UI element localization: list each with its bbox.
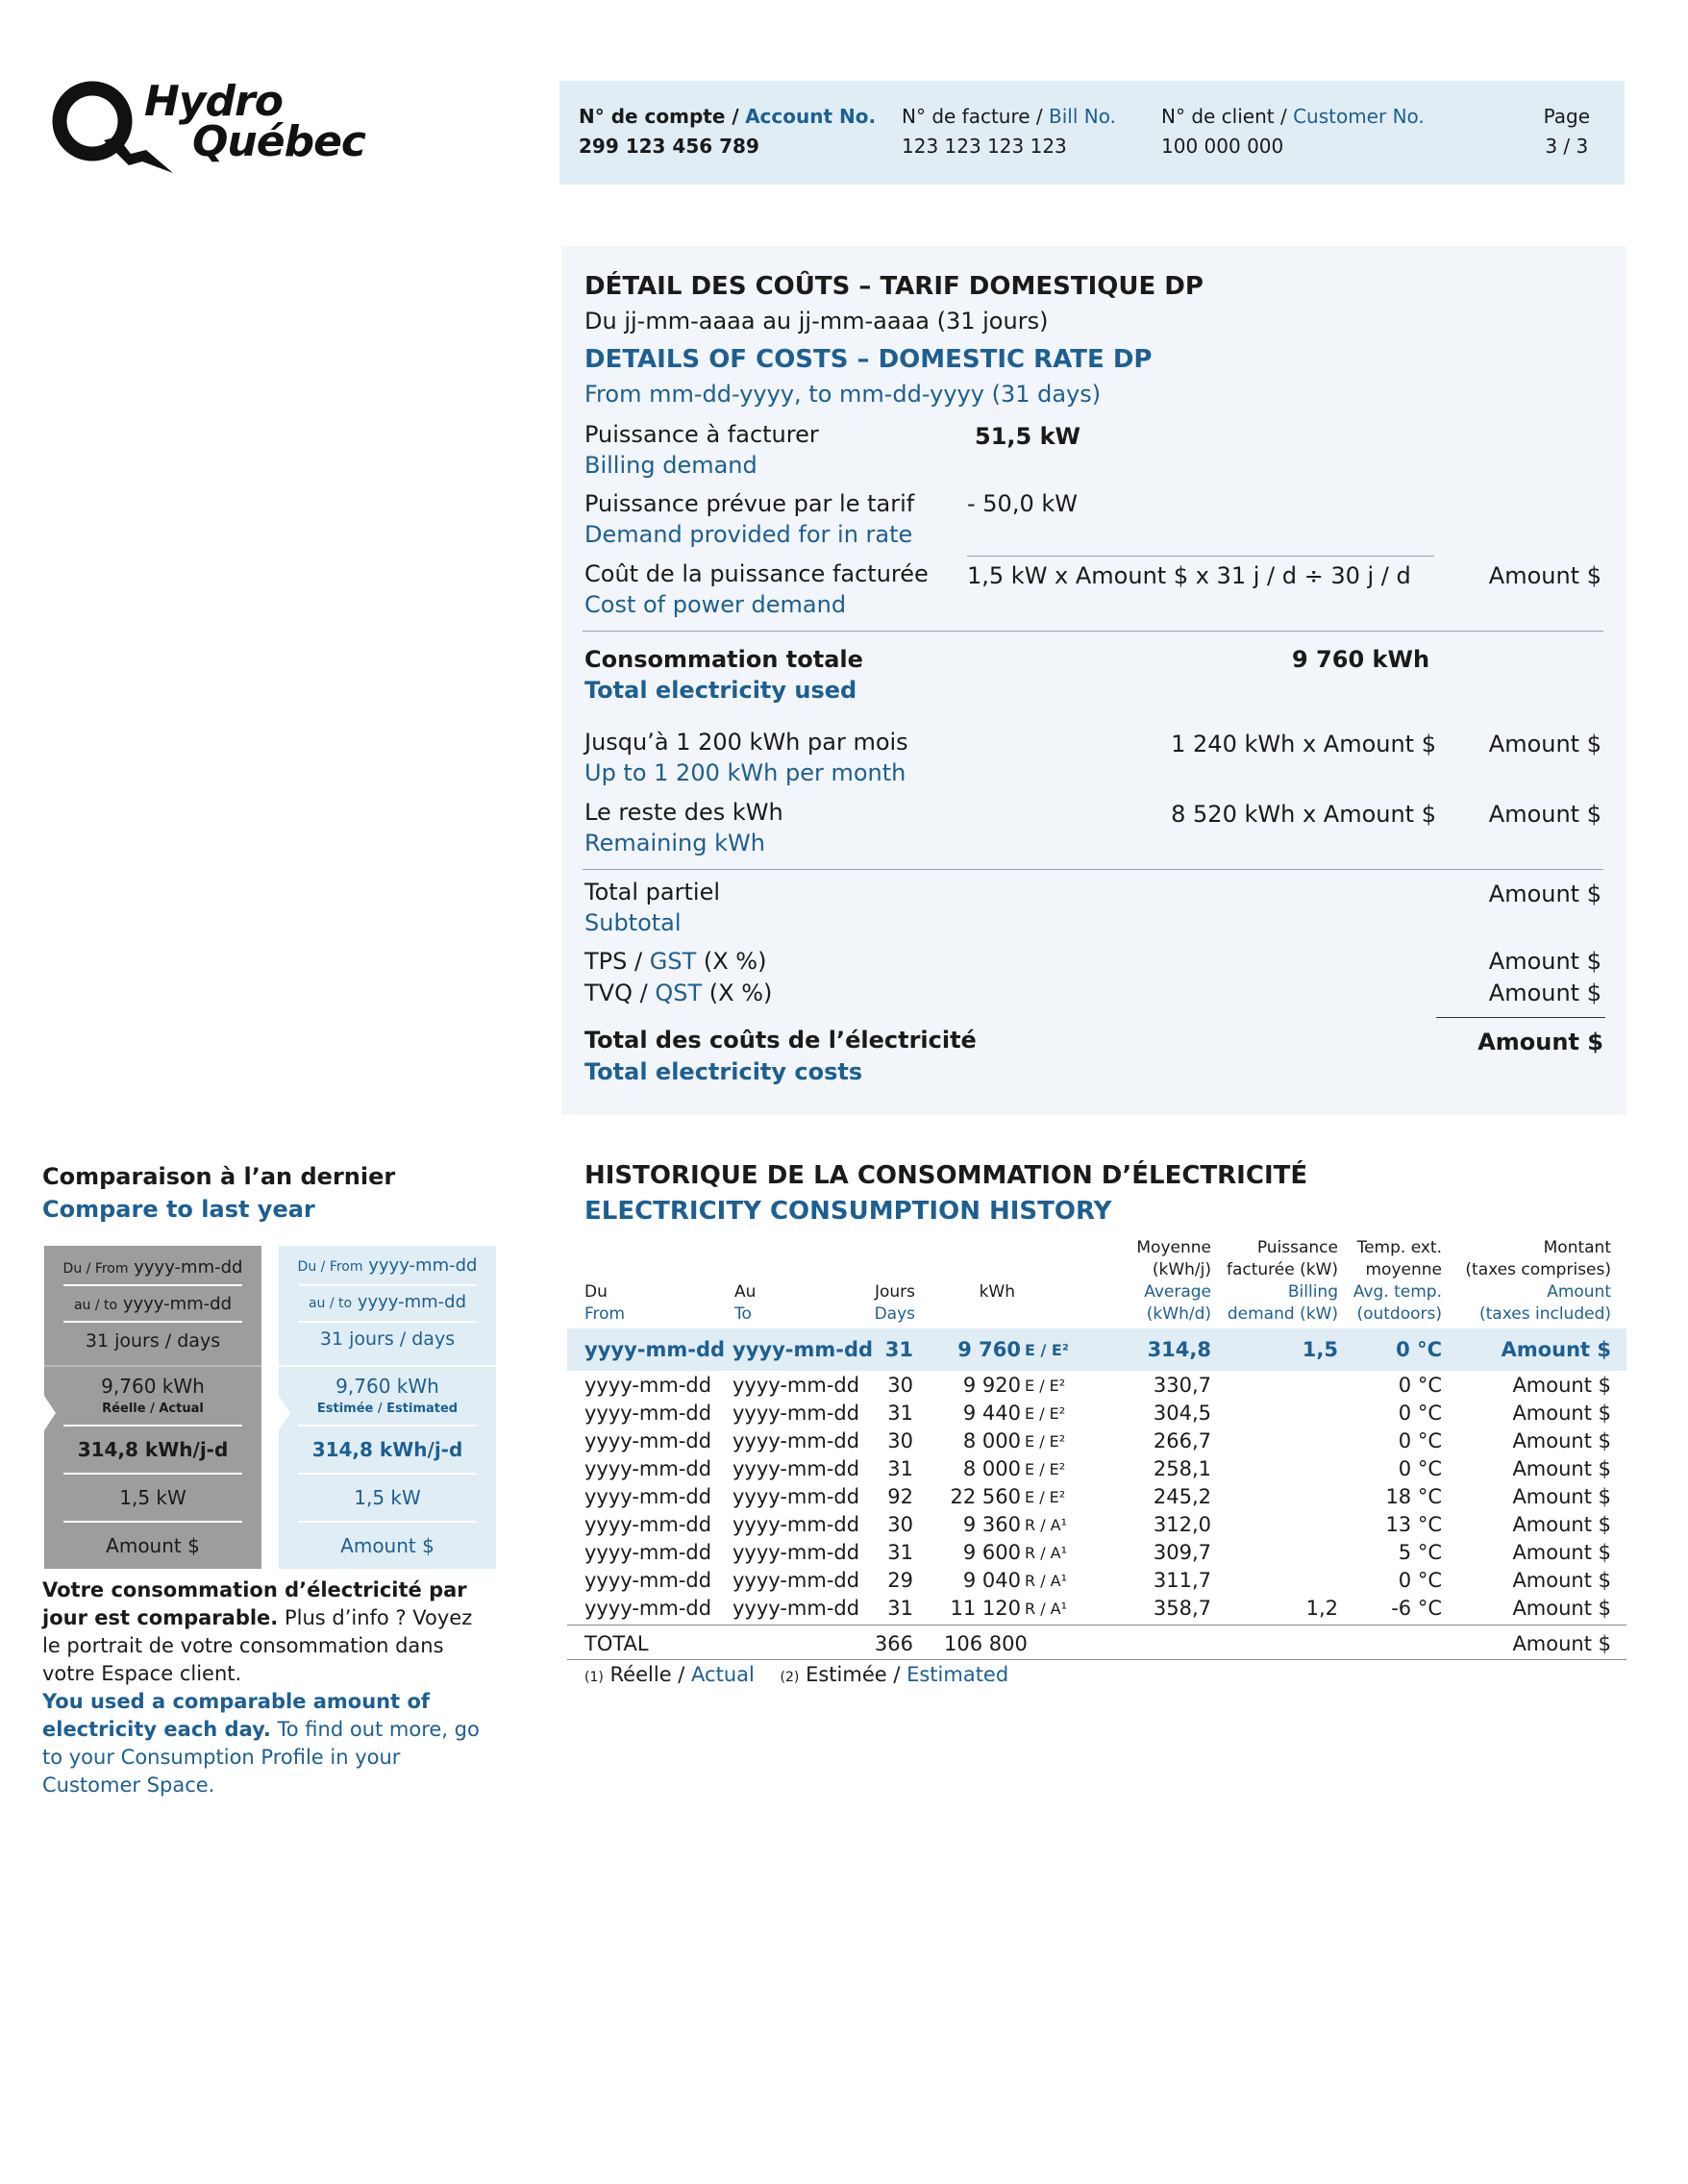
divider bbox=[1436, 1017, 1605, 1018]
billing-demand-label-en: Billing demand bbox=[584, 452, 757, 479]
provided-demand-label-en: Demand provided for in rate bbox=[584, 521, 913, 548]
col-temperature-en1: Avg. temp. bbox=[1353, 1282, 1442, 1302]
last-year-to bbox=[44, 1294, 261, 1314]
footnote-estimated-en: Estimated bbox=[906, 1663, 1009, 1686]
power-cost-calculation: 1,5 kW x Amount $ x 31 j / d ÷ 30 j / d bbox=[967, 562, 1411, 589]
history-row bbox=[0, 1483, 1688, 1511]
hydro-quebec-logo bbox=[46, 73, 373, 188]
history-footnote bbox=[584, 1663, 1008, 1686]
this-year-demand: 1,5 kW bbox=[354, 1486, 421, 1509]
last-year-kwh: 9,760 kWh bbox=[101, 1375, 205, 1398]
subtotal-label-en: Subtotal bbox=[584, 909, 682, 936]
this-year-amount: Amount $ bbox=[340, 1534, 434, 1557]
gst-rate: (X %) bbox=[703, 948, 767, 975]
billing-demand-value: 51,5 kW bbox=[975, 423, 1081, 450]
last-year-from-label: Du / From bbox=[62, 1261, 129, 1277]
row-to: yyyy-mm-dd bbox=[732, 1374, 860, 1397]
col-from-header bbox=[584, 1281, 625, 1326]
this-year-days: 31 jours / days bbox=[319, 1328, 456, 1350]
row-kwh: 9 040 bbox=[962, 1569, 1021, 1592]
comparison-note-en bbox=[42, 1688, 494, 1799]
gst-label-en: GST bbox=[649, 948, 697, 975]
current-to: yyyy-mm-dd bbox=[732, 1338, 874, 1361]
col-days-fr: Jours bbox=[874, 1282, 915, 1302]
row-kwh: 11 120 bbox=[950, 1597, 1021, 1620]
col-amount-fr2: (taxes comprises) bbox=[1465, 1260, 1611, 1279]
history-row bbox=[0, 1455, 1688, 1483]
row-reading-code: R / A¹ bbox=[1025, 1516, 1068, 1534]
subtotal-amount: Amount $ bbox=[1488, 881, 1601, 907]
total-kwh: 106 800 bbox=[944, 1632, 1028, 1655]
total-costs-label-en: Total electricity costs bbox=[584, 1058, 863, 1085]
row-from: yyyy-mm-dd bbox=[584, 1485, 712, 1508]
footnote-estimated-fr: Estimée / bbox=[806, 1663, 901, 1686]
bill-number-block bbox=[902, 102, 1116, 161]
account-label-fr: N° de compte / bbox=[579, 105, 739, 128]
last-year-reading-type: Réelle / Actual bbox=[102, 1402, 204, 1416]
row-temperature: 5 °C bbox=[1398, 1541, 1442, 1564]
tier1-label-en: Up to 1 200 kWh per month bbox=[584, 759, 906, 786]
current-amount: Amount $ bbox=[1501, 1338, 1611, 1361]
row-days: 31 bbox=[887, 1541, 913, 1564]
row-average: 330,7 bbox=[1153, 1374, 1211, 1397]
tier2-calculation: 8 520 kWh x Amount $ bbox=[1171, 801, 1436, 828]
col-temperature-fr2: moyenne bbox=[1365, 1260, 1442, 1279]
col-demand-en2: demand (kW) bbox=[1227, 1304, 1338, 1324]
col-average-header bbox=[1136, 1237, 1211, 1326]
current-demand: 1,5 bbox=[1302, 1338, 1338, 1361]
row-temperature: 0 °C bbox=[1398, 1402, 1442, 1425]
divider bbox=[967, 556, 1434, 557]
row-from: yyyy-mm-dd bbox=[584, 1569, 712, 1592]
qst-line bbox=[584, 978, 772, 1008]
history-row bbox=[0, 1595, 1688, 1623]
comparison-title-fr: Comparaison à l’an dernier bbox=[42, 1163, 396, 1190]
note-en-bold: You used a comparable amount of electricity each day. bbox=[42, 1690, 431, 1741]
note-fr-bold: Votre consommation d’électricité par jour est comparable. bbox=[42, 1578, 467, 1629]
row-kwh: 8 000 bbox=[962, 1457, 1021, 1480]
footnote-1-marker: (1) bbox=[584, 1670, 604, 1685]
costs-title-en: DETAILS OF COSTS – DOMESTIC RATE DP bbox=[584, 345, 1153, 374]
col-average-fr2: (kWh/j) bbox=[1152, 1260, 1211, 1279]
total-used-value: 9 760 kWh bbox=[1292, 646, 1430, 673]
bill-number: 123 123 123 123 bbox=[902, 135, 1067, 158]
account-number-block bbox=[579, 102, 876, 161]
col-average-fr1: Moyenne bbox=[1136, 1238, 1211, 1257]
history-total-row bbox=[0, 1630, 1688, 1658]
bill-label-fr: N° de facture / bbox=[902, 105, 1043, 128]
history-row bbox=[0, 1372, 1688, 1400]
col-to-header bbox=[734, 1281, 756, 1326]
divider bbox=[63, 1284, 242, 1286]
row-reading-code: R / A¹ bbox=[1025, 1572, 1068, 1590]
row-to: yyyy-mm-dd bbox=[732, 1485, 860, 1508]
power-cost-label-en: Cost of power demand bbox=[584, 591, 847, 618]
footnote-actual-fr: Réelle / bbox=[609, 1663, 685, 1686]
row-amount: Amount $ bbox=[1512, 1597, 1611, 1620]
row-days: 30 bbox=[887, 1513, 913, 1536]
tier2-label-fr: Le reste des kWh bbox=[584, 799, 783, 826]
this-year-to-date: yyyy-mm-dd bbox=[357, 1292, 467, 1312]
customer-number: 100 000 000 bbox=[1161, 135, 1284, 158]
total-costs-label-fr: Total des coûts de l’électricité bbox=[584, 1027, 977, 1054]
row-to: yyyy-mm-dd bbox=[732, 1541, 860, 1564]
divider bbox=[298, 1284, 477, 1286]
account-header bbox=[559, 81, 1625, 185]
row-amount: Amount $ bbox=[1512, 1457, 1611, 1480]
page-indicator bbox=[1544, 102, 1590, 161]
row-to: yyyy-mm-dd bbox=[732, 1597, 860, 1620]
col-demand-en1: Billing bbox=[1287, 1282, 1338, 1302]
row-to: yyyy-mm-dd bbox=[732, 1457, 860, 1480]
col-from-en: From bbox=[584, 1304, 626, 1324]
last-year-from bbox=[44, 1257, 261, 1278]
row-to: yyyy-mm-dd bbox=[732, 1429, 860, 1452]
row-kwh: 9 440 bbox=[962, 1402, 1021, 1425]
qst-rate: (X %) bbox=[708, 980, 773, 1006]
row-temperature: -6 °C bbox=[1391, 1597, 1442, 1620]
row-reading-code: E / E² bbox=[1025, 1432, 1066, 1451]
row-reading-code: R / A¹ bbox=[1025, 1544, 1068, 1562]
divider bbox=[583, 869, 1603, 870]
bill-label-en: Bill No. bbox=[1049, 105, 1116, 128]
col-amount-en1: Amount bbox=[1547, 1282, 1611, 1302]
divider bbox=[567, 1625, 1626, 1626]
divider bbox=[298, 1321, 477, 1323]
cost-details-panel bbox=[561, 246, 1626, 1115]
row-reading-code: E / E² bbox=[1025, 1488, 1066, 1506]
this-year-from-label: Du / From bbox=[297, 1259, 363, 1275]
row-from: yyyy-mm-dd bbox=[584, 1541, 712, 1564]
row-reading-code: E / E² bbox=[1025, 1377, 1066, 1395]
divider bbox=[63, 1321, 242, 1323]
note-en-text: To find out more, go to your Consumption Profile in your Customer Space. bbox=[42, 1718, 480, 1797]
row-days: 92 bbox=[887, 1485, 913, 1508]
col-average-en1: Average bbox=[1144, 1282, 1211, 1302]
row-amount: Amount $ bbox=[1512, 1402, 1611, 1425]
current-reading-code: E / E² bbox=[1025, 1341, 1069, 1359]
row-to: yyyy-mm-dd bbox=[732, 1402, 860, 1425]
history-title-fr: HISTORIQUE DE LA CONSOMMATION D’ÉLECTRICITÉ bbox=[584, 1161, 1308, 1190]
row-kwh: 9 360 bbox=[962, 1513, 1021, 1536]
row-to: yyyy-mm-dd bbox=[732, 1513, 860, 1536]
total-costs-amount: Amount $ bbox=[1477, 1029, 1603, 1055]
history-row bbox=[0, 1539, 1688, 1567]
history-title-en: ELECTRICITY CONSUMPTION HISTORY bbox=[584, 1197, 1112, 1226]
row-demand: 1,2 bbox=[1305, 1597, 1338, 1620]
current-from: yyyy-mm-dd bbox=[584, 1338, 726, 1361]
col-amount-fr1: Montant bbox=[1543, 1238, 1611, 1257]
page-label: Page bbox=[1543, 105, 1590, 128]
last-year-days: 31 jours / days bbox=[85, 1330, 221, 1352]
row-reading-code: E / E² bbox=[1025, 1460, 1066, 1478]
row-temperature: 0 °C bbox=[1398, 1457, 1442, 1480]
current-temperature: 0 °C bbox=[1396, 1338, 1442, 1361]
row-amount: Amount $ bbox=[1512, 1374, 1611, 1397]
tier1-amount: Amount $ bbox=[1488, 731, 1601, 757]
footnote-2-marker: (2) bbox=[780, 1670, 800, 1685]
row-temperature: 18 °C bbox=[1385, 1485, 1442, 1508]
this-year-to bbox=[279, 1292, 496, 1312]
row-from: yyyy-mm-dd bbox=[584, 1429, 712, 1452]
this-year-reading-type: Estimée / Estimated bbox=[316, 1402, 459, 1416]
qst-label-fr: TVQ / bbox=[584, 980, 648, 1006]
row-temperature: 0 °C bbox=[1398, 1429, 1442, 1452]
col-days-en: Days bbox=[874, 1304, 915, 1324]
row-from: yyyy-mm-dd bbox=[584, 1513, 712, 1536]
costs-title-fr: DÉTAIL DES COÛTS – TARIF DOMESTIQUE DP bbox=[584, 272, 1204, 301]
current-kwh: 9 760 bbox=[957, 1338, 1021, 1361]
row-to: yyyy-mm-dd bbox=[732, 1569, 860, 1592]
account-label-en: Account No. bbox=[745, 105, 877, 128]
row-average: 266,7 bbox=[1153, 1429, 1211, 1452]
row-average: 245,2 bbox=[1153, 1485, 1211, 1508]
col-to-fr: Au bbox=[734, 1282, 757, 1302]
logo-line2: Québec bbox=[192, 117, 365, 166]
row-days: 31 bbox=[887, 1597, 913, 1620]
row-days: 30 bbox=[887, 1429, 913, 1452]
row-from: yyyy-mm-dd bbox=[584, 1402, 712, 1425]
gst-label-fr: TPS / bbox=[584, 948, 643, 975]
total-used-label-fr: Consommation totale bbox=[584, 646, 863, 673]
this-year-kwh: 9,760 kWh bbox=[335, 1375, 439, 1398]
row-kwh: 22 560 bbox=[950, 1485, 1021, 1508]
note-fr-text: Plus d’info ? Voyez le portrait de votre consommation dans votre Espace client. bbox=[42, 1606, 473, 1685]
col-kwh-header: kWh bbox=[979, 1282, 1015, 1302]
tier1-calculation: 1 240 kWh x Amount $ bbox=[1171, 731, 1436, 757]
qst-amount: Amount $ bbox=[1488, 980, 1601, 1006]
logo-line1: Hydro bbox=[144, 77, 283, 126]
history-row bbox=[0, 1511, 1688, 1539]
row-average: 358,7 bbox=[1153, 1597, 1211, 1620]
customer-label-fr: N° de client / bbox=[1161, 105, 1287, 128]
last-year-from-date: yyyy-mm-dd bbox=[134, 1257, 243, 1278]
history-row bbox=[0, 1567, 1688, 1595]
costs-period-fr: Du jj-mm-aaaa au jj-mm-aaaa (31 jours) bbox=[584, 308, 1049, 335]
this-year-daily-average: 314,8 kWh/j-d bbox=[311, 1438, 463, 1461]
col-average-en2: (kWh/d) bbox=[1146, 1304, 1211, 1324]
billing-demand-label-fr: Puissance à facturer bbox=[584, 421, 819, 448]
last-year-amount: Amount $ bbox=[106, 1534, 200, 1557]
col-temperature-en2: (outdoors) bbox=[1356, 1304, 1442, 1324]
power-cost-label-fr: Coût de la puissance facturée bbox=[584, 560, 929, 587]
row-days: 31 bbox=[887, 1402, 913, 1425]
row-average: 304,5 bbox=[1153, 1402, 1211, 1425]
provided-demand-label-fr: Puissance prévue par le tarif bbox=[584, 490, 915, 517]
row-from: yyyy-mm-dd bbox=[584, 1597, 712, 1620]
gst-amount: Amount $ bbox=[1488, 948, 1601, 975]
row-amount: Amount $ bbox=[1512, 1513, 1611, 1536]
customer-label-en: Customer No. bbox=[1293, 105, 1425, 128]
comparison-title-en: Compare to last year bbox=[42, 1196, 315, 1223]
row-kwh: 9 920 bbox=[962, 1374, 1021, 1397]
row-reading-code: E / E² bbox=[1025, 1404, 1066, 1423]
row-kwh: 8 000 bbox=[962, 1429, 1021, 1452]
history-row-current bbox=[0, 1336, 1688, 1364]
row-amount: Amount $ bbox=[1512, 1485, 1611, 1508]
last-year-demand: 1,5 kW bbox=[119, 1486, 186, 1509]
tier1-label-fr: Jusqu’à 1 200 kWh par mois bbox=[584, 729, 908, 756]
col-amount-en2: (taxes included) bbox=[1479, 1304, 1611, 1324]
col-to-en: To bbox=[734, 1304, 752, 1324]
page-number: 3 / 3 bbox=[1545, 135, 1589, 158]
row-average: 312,0 bbox=[1153, 1513, 1211, 1536]
row-amount: Amount $ bbox=[1512, 1541, 1611, 1564]
row-days: 31 bbox=[887, 1457, 913, 1480]
row-kwh: 9 600 bbox=[962, 1541, 1021, 1564]
current-days: 31 bbox=[884, 1338, 913, 1361]
provided-demand-value: - 50,0 kW bbox=[967, 490, 1078, 517]
customer-number-block bbox=[1161, 102, 1425, 161]
row-reading-code: R / A¹ bbox=[1025, 1600, 1068, 1618]
col-amount-header bbox=[1465, 1237, 1611, 1326]
last-year-daily-average: 314,8 kWh/j-d bbox=[77, 1438, 229, 1461]
this-year-from bbox=[279, 1255, 496, 1276]
row-from: yyyy-mm-dd bbox=[584, 1457, 712, 1480]
row-temperature: 0 °C bbox=[1398, 1374, 1442, 1397]
divider bbox=[583, 631, 1603, 632]
costs-period-en: From mm-dd-yyyy, to mm-dd-yyyy (31 days) bbox=[584, 381, 1102, 408]
row-amount: Amount $ bbox=[1512, 1429, 1611, 1452]
power-cost-amount: Amount $ bbox=[1488, 562, 1601, 589]
row-days: 30 bbox=[887, 1374, 913, 1397]
qst-label-en: QST bbox=[655, 980, 703, 1006]
last-year-to-label: au / to bbox=[73, 1298, 118, 1313]
col-demand-header bbox=[1227, 1237, 1338, 1326]
col-days-header bbox=[875, 1281, 915, 1326]
history-row bbox=[0, 1400, 1688, 1427]
row-average: 311,7 bbox=[1153, 1569, 1211, 1592]
col-from-fr: Du bbox=[584, 1282, 608, 1302]
total-days: 366 bbox=[874, 1632, 913, 1655]
row-average: 258,1 bbox=[1153, 1457, 1211, 1480]
divider bbox=[44, 1365, 261, 1367]
row-days: 29 bbox=[887, 1569, 913, 1592]
row-average: 309,7 bbox=[1153, 1541, 1211, 1564]
account-number: 299 123 456 789 bbox=[579, 135, 759, 158]
history-row bbox=[0, 1427, 1688, 1455]
tier2-label-en: Remaining kWh bbox=[584, 830, 765, 856]
row-temperature: 0 °C bbox=[1398, 1569, 1442, 1592]
row-from: yyyy-mm-dd bbox=[584, 1374, 712, 1397]
gst-line bbox=[584, 946, 766, 977]
this-year-from-date: yyyy-mm-dd bbox=[368, 1255, 478, 1276]
col-temperature-header bbox=[1353, 1237, 1442, 1326]
total-label: TOTAL bbox=[584, 1632, 649, 1655]
this-year-to-label: au / to bbox=[308, 1296, 353, 1311]
col-demand-fr1: Puissance bbox=[1256, 1238, 1338, 1257]
current-average: 314,8 bbox=[1147, 1338, 1211, 1361]
last-year-to-date: yyyy-mm-dd bbox=[122, 1294, 233, 1314]
col-temperature-fr1: Temp. ext. bbox=[1356, 1238, 1442, 1257]
total-used-label-en: Total electricity used bbox=[584, 677, 857, 704]
total-amount: Amount $ bbox=[1512, 1632, 1611, 1655]
tier2-amount: Amount $ bbox=[1488, 801, 1601, 828]
divider bbox=[279, 1365, 496, 1367]
subtotal-label-fr: Total partiel bbox=[584, 879, 720, 906]
col-demand-fr2: facturée (kW) bbox=[1226, 1260, 1338, 1279]
divider bbox=[567, 1659, 1626, 1660]
footnote-actual-en: Actual bbox=[691, 1663, 755, 1686]
row-temperature: 13 °C bbox=[1385, 1513, 1442, 1536]
row-amount: Amount $ bbox=[1512, 1569, 1611, 1592]
